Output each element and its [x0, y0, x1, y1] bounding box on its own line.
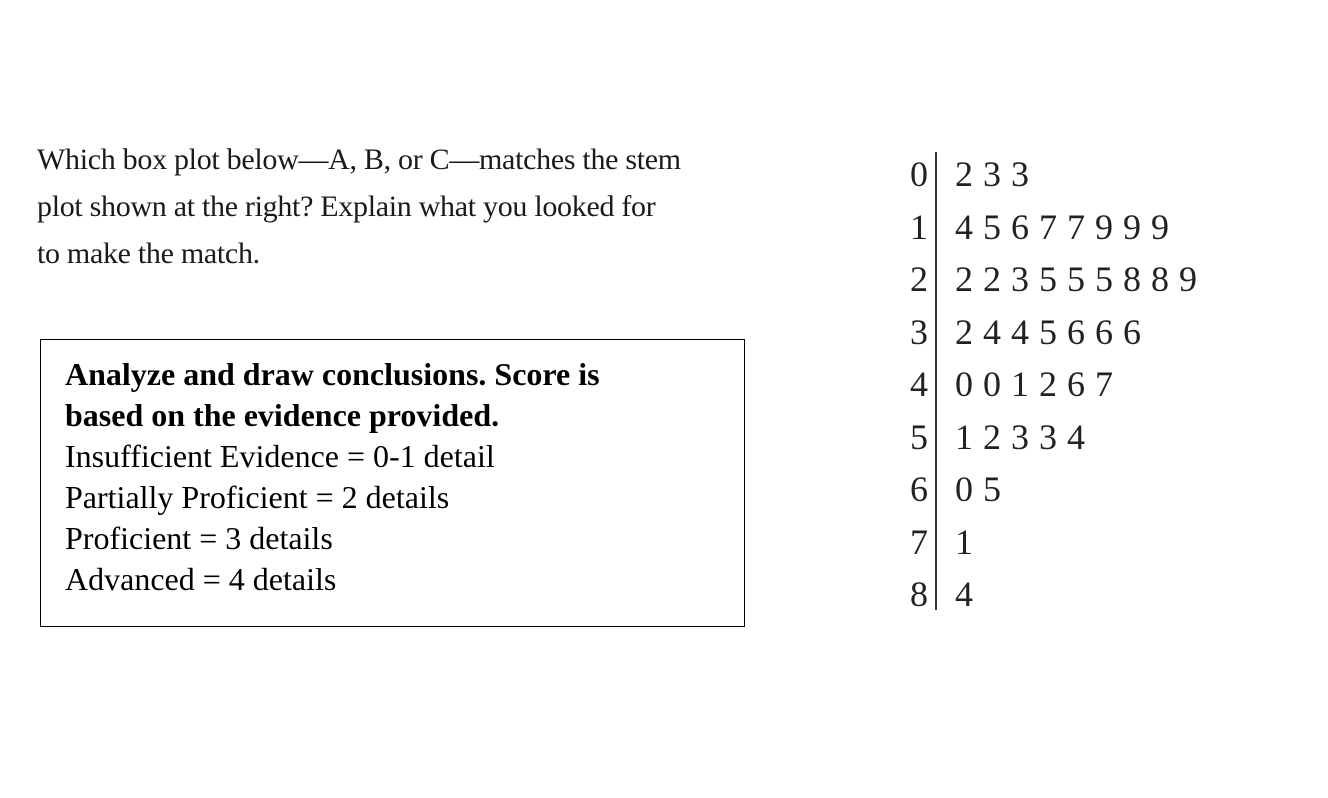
leaves: [936, 258, 1202, 300]
leaves: [936, 153, 1034, 195]
leaf-value: 2: [1039, 364, 1057, 405]
leaf-value: 7: [1095, 364, 1113, 405]
stem-value: 2: [910, 259, 928, 300]
leaf-value: 4: [955, 574, 973, 615]
leaf-value: 4: [1011, 311, 1029, 352]
rubric-item: Partially Proficient = 2 details: [65, 479, 450, 515]
leaf-value: 0: [983, 364, 1001, 405]
leaf-value: 5: [1067, 259, 1085, 300]
stem-plot-row: [900, 253, 1202, 306]
stem-value: 7: [910, 521, 928, 562]
leaf-value: 4: [983, 311, 1001, 352]
stem-plot-row: [900, 358, 1202, 411]
leaf-value: 8: [1123, 259, 1141, 300]
question-line: plot shown at the right? Explain what you looked for: [37, 190, 656, 223]
leaf-value: 6: [1123, 311, 1141, 352]
leaf-value: 1: [1011, 364, 1029, 405]
question-line: Which box plot below—A, B, or C—matches the stem: [37, 143, 681, 176]
leaf-value: 1: [955, 521, 973, 562]
leaves: [936, 573, 978, 615]
leaf-value: 6: [1095, 311, 1113, 352]
rubric-heading: Analyze and draw conclusions. Score is: [65, 356, 600, 392]
leaf-value: 5: [1039, 311, 1057, 352]
leaf-value: 6: [1067, 311, 1085, 352]
leaf-value: 5: [983, 469, 1001, 510]
leaf-value: 7: [1039, 206, 1057, 247]
stem-value: 1: [910, 206, 928, 247]
question-line: to make the match.: [37, 237, 260, 270]
stem-plot-row: [900, 411, 1202, 464]
leaf-value: 9: [1095, 206, 1113, 247]
stem-value: 3: [910, 311, 928, 352]
stem-value: 6: [910, 469, 928, 510]
stem-plot-row: [900, 568, 1202, 621]
leaves: [936, 206, 1174, 248]
leaves: [936, 363, 1118, 405]
stem-plot-row: [900, 306, 1202, 359]
leaf-value: 2: [955, 154, 973, 195]
stem-value: 8: [910, 574, 928, 615]
stem-plot-row: [900, 148, 1202, 201]
leaves: [936, 311, 1146, 353]
stem-value: 0: [910, 154, 928, 195]
leaf-value: 3: [1011, 259, 1029, 300]
leaf-value: 3: [1039, 416, 1057, 457]
leaf-value: 4: [955, 206, 973, 247]
leaf-value: 6: [1067, 364, 1085, 405]
stem-value: 4: [910, 364, 928, 405]
rubric-item: Insufficient Evidence = 0-1 detail: [65, 438, 495, 474]
leaf-value: 2: [983, 416, 1001, 457]
leaf-value: 8: [1151, 259, 1169, 300]
rubric-box: [40, 339, 745, 627]
leaf-value: 0: [955, 469, 973, 510]
leaves: [936, 468, 1006, 510]
leaf-value: 9: [1151, 206, 1169, 247]
leaf-value: 5: [1039, 259, 1057, 300]
leaf-value: 0: [955, 364, 973, 405]
leaf-value: 2: [955, 311, 973, 352]
leaf-value: 9: [1179, 259, 1197, 300]
leaf-value: 5: [983, 206, 1001, 247]
leaf-value: 9: [1123, 206, 1141, 247]
rubric-item: Proficient = 3 details: [65, 520, 333, 556]
question-text: [37, 136, 797, 277]
leaf-value: 3: [983, 154, 1001, 195]
leaves: [936, 521, 978, 563]
stem-plot-row: [900, 463, 1202, 516]
leaf-value: 7: [1067, 206, 1085, 247]
leaf-value: 4: [1067, 416, 1085, 457]
leaf-value: 6: [1011, 206, 1029, 247]
leaves: [936, 416, 1090, 458]
leaf-value: 2: [983, 259, 1001, 300]
leaf-value: 1: [955, 416, 973, 457]
leaf-value: 3: [1011, 416, 1029, 457]
stem-value: 5: [910, 416, 928, 457]
stem-plot-row: [900, 516, 1202, 569]
leaf-value: 5: [1095, 259, 1113, 300]
leaf-value: 3: [1011, 154, 1029, 195]
stem-plot-row: [900, 201, 1202, 254]
leaf-value: 2: [955, 259, 973, 300]
rubric-heading: based on the evidence provided.: [65, 397, 500, 433]
rubric-item: Advanced = 4 details: [65, 561, 337, 597]
stem-plot: [900, 148, 1202, 621]
